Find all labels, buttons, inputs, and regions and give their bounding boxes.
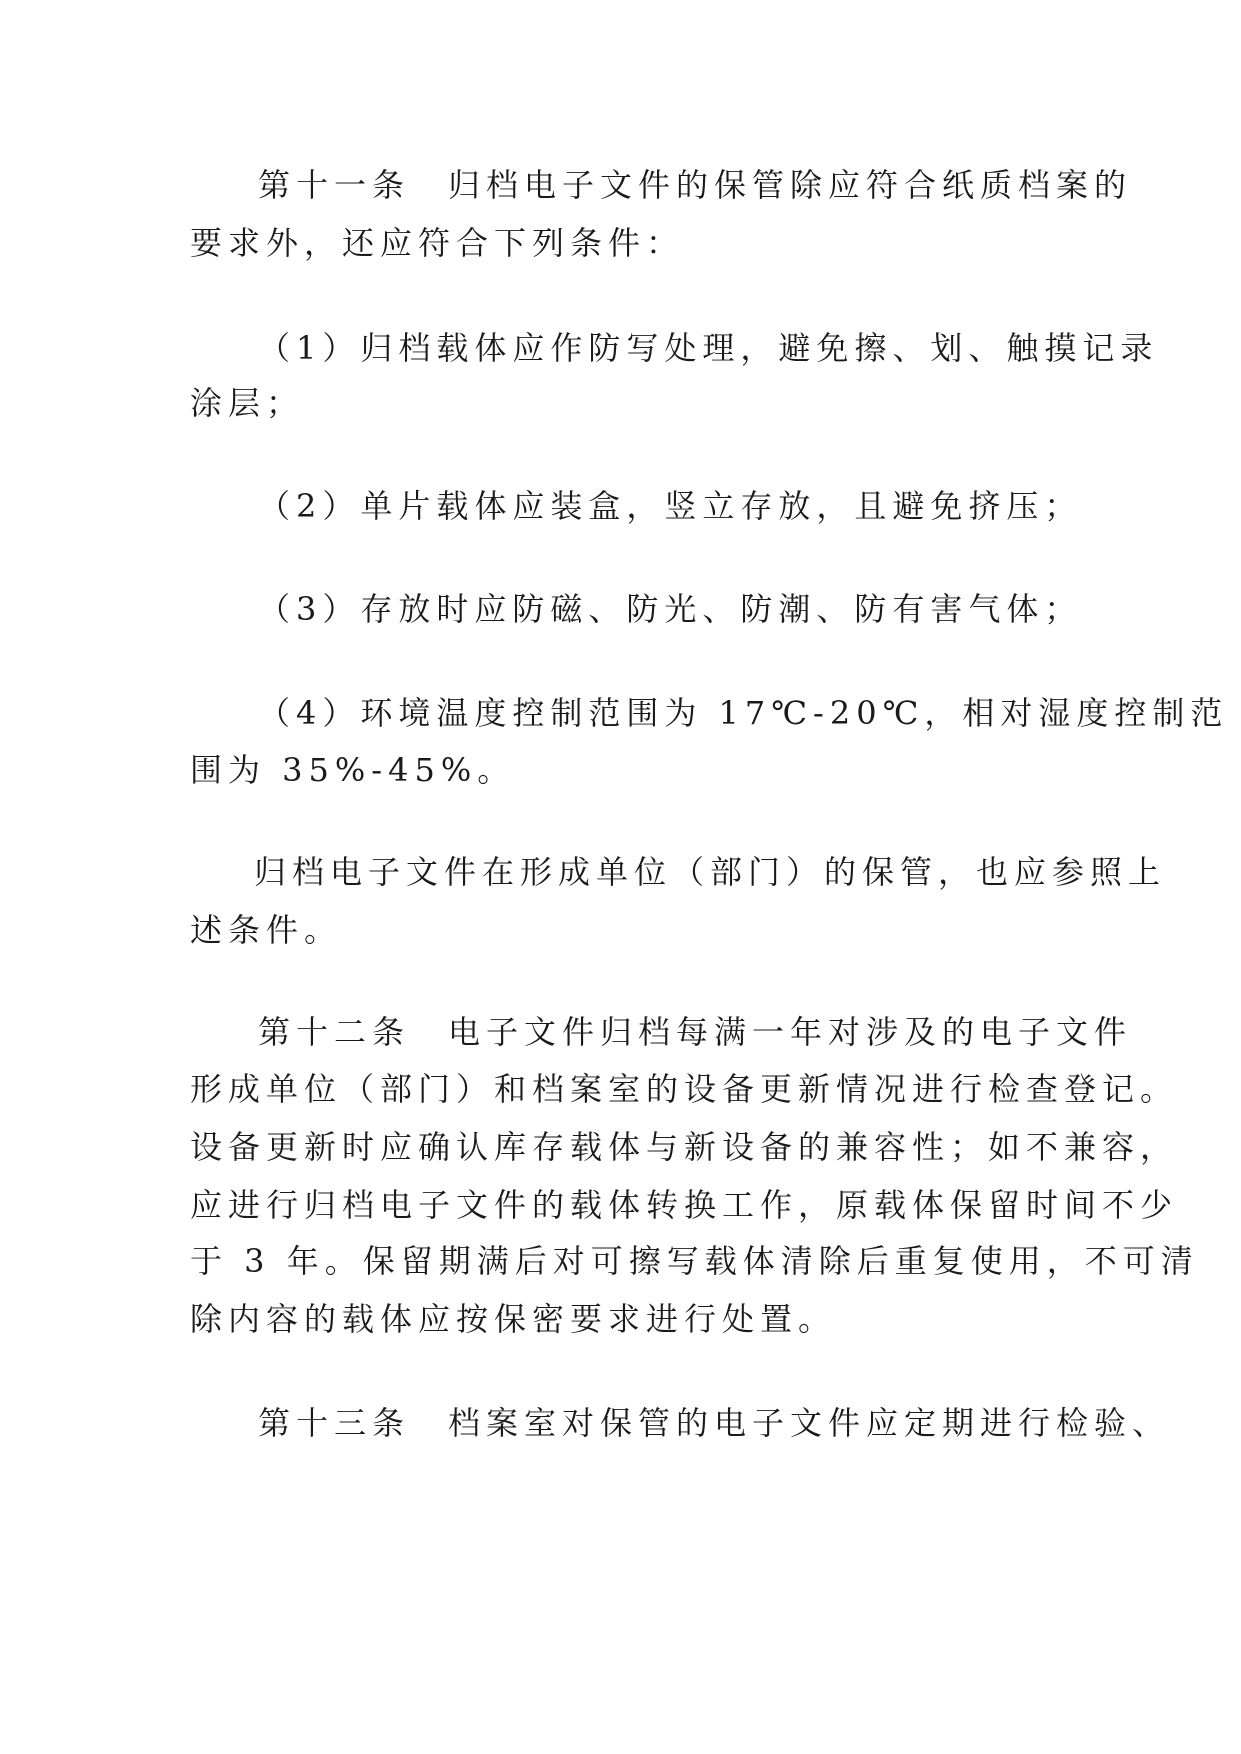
item-1-line-1: （1）归档载体应作防写处理，避免擦、划、触摸记录 bbox=[258, 329, 1159, 367]
article-11-line-1: 第十一条 归档电子文件的保管除应符合纸质档案的 bbox=[258, 166, 1133, 204]
item-2-line: （2）单片载体应装盒，竖立存放，且避免挤压； bbox=[258, 487, 1083, 525]
item-1-line-2: 涂层； bbox=[190, 384, 305, 422]
article-12-line-5: 于 3 年。保留期满后对可擦写载体清除后重复使用，不可清 bbox=[190, 1242, 1199, 1280]
article-12-line-1: 第十二条 电子文件归档每满一年对涉及的电子文件 bbox=[258, 1013, 1133, 1051]
article-12-line-2: 形成单位（部门）和档案室的设备更新情况进行检查登记。 bbox=[190, 1070, 1179, 1108]
item-4-line-2: 围为 35%-45%。 bbox=[190, 751, 516, 789]
article-12-line-4: 应进行归档电子文件的载体转换工作，原载体保留时间不少 bbox=[190, 1186, 1179, 1224]
article-12-line-3: 设备更新时应确认库存载体与新设备的兼容性；如不兼容， bbox=[190, 1128, 1179, 1166]
storage-note-line-1: 归档电子文件在形成单位（部门）的保管，也应参照上 bbox=[254, 853, 1167, 891]
item-3-line: （3）存放时应防磁、防光、防潮、防有害气体； bbox=[258, 590, 1083, 628]
article-12-line-6: 除内容的载体应按保密要求进行处置。 bbox=[190, 1300, 837, 1338]
article-13-line-1: 第十三条 档案室对保管的电子文件应定期进行检验、 bbox=[258, 1404, 1171, 1442]
storage-note-line-2: 述条件。 bbox=[190, 911, 343, 949]
article-11-line-2: 要求外，还应符合下列条件： bbox=[190, 224, 685, 262]
item-4-line-1: （4）环境温度控制范围为 17℃-20℃，相对湿度控制范 bbox=[258, 694, 1229, 732]
